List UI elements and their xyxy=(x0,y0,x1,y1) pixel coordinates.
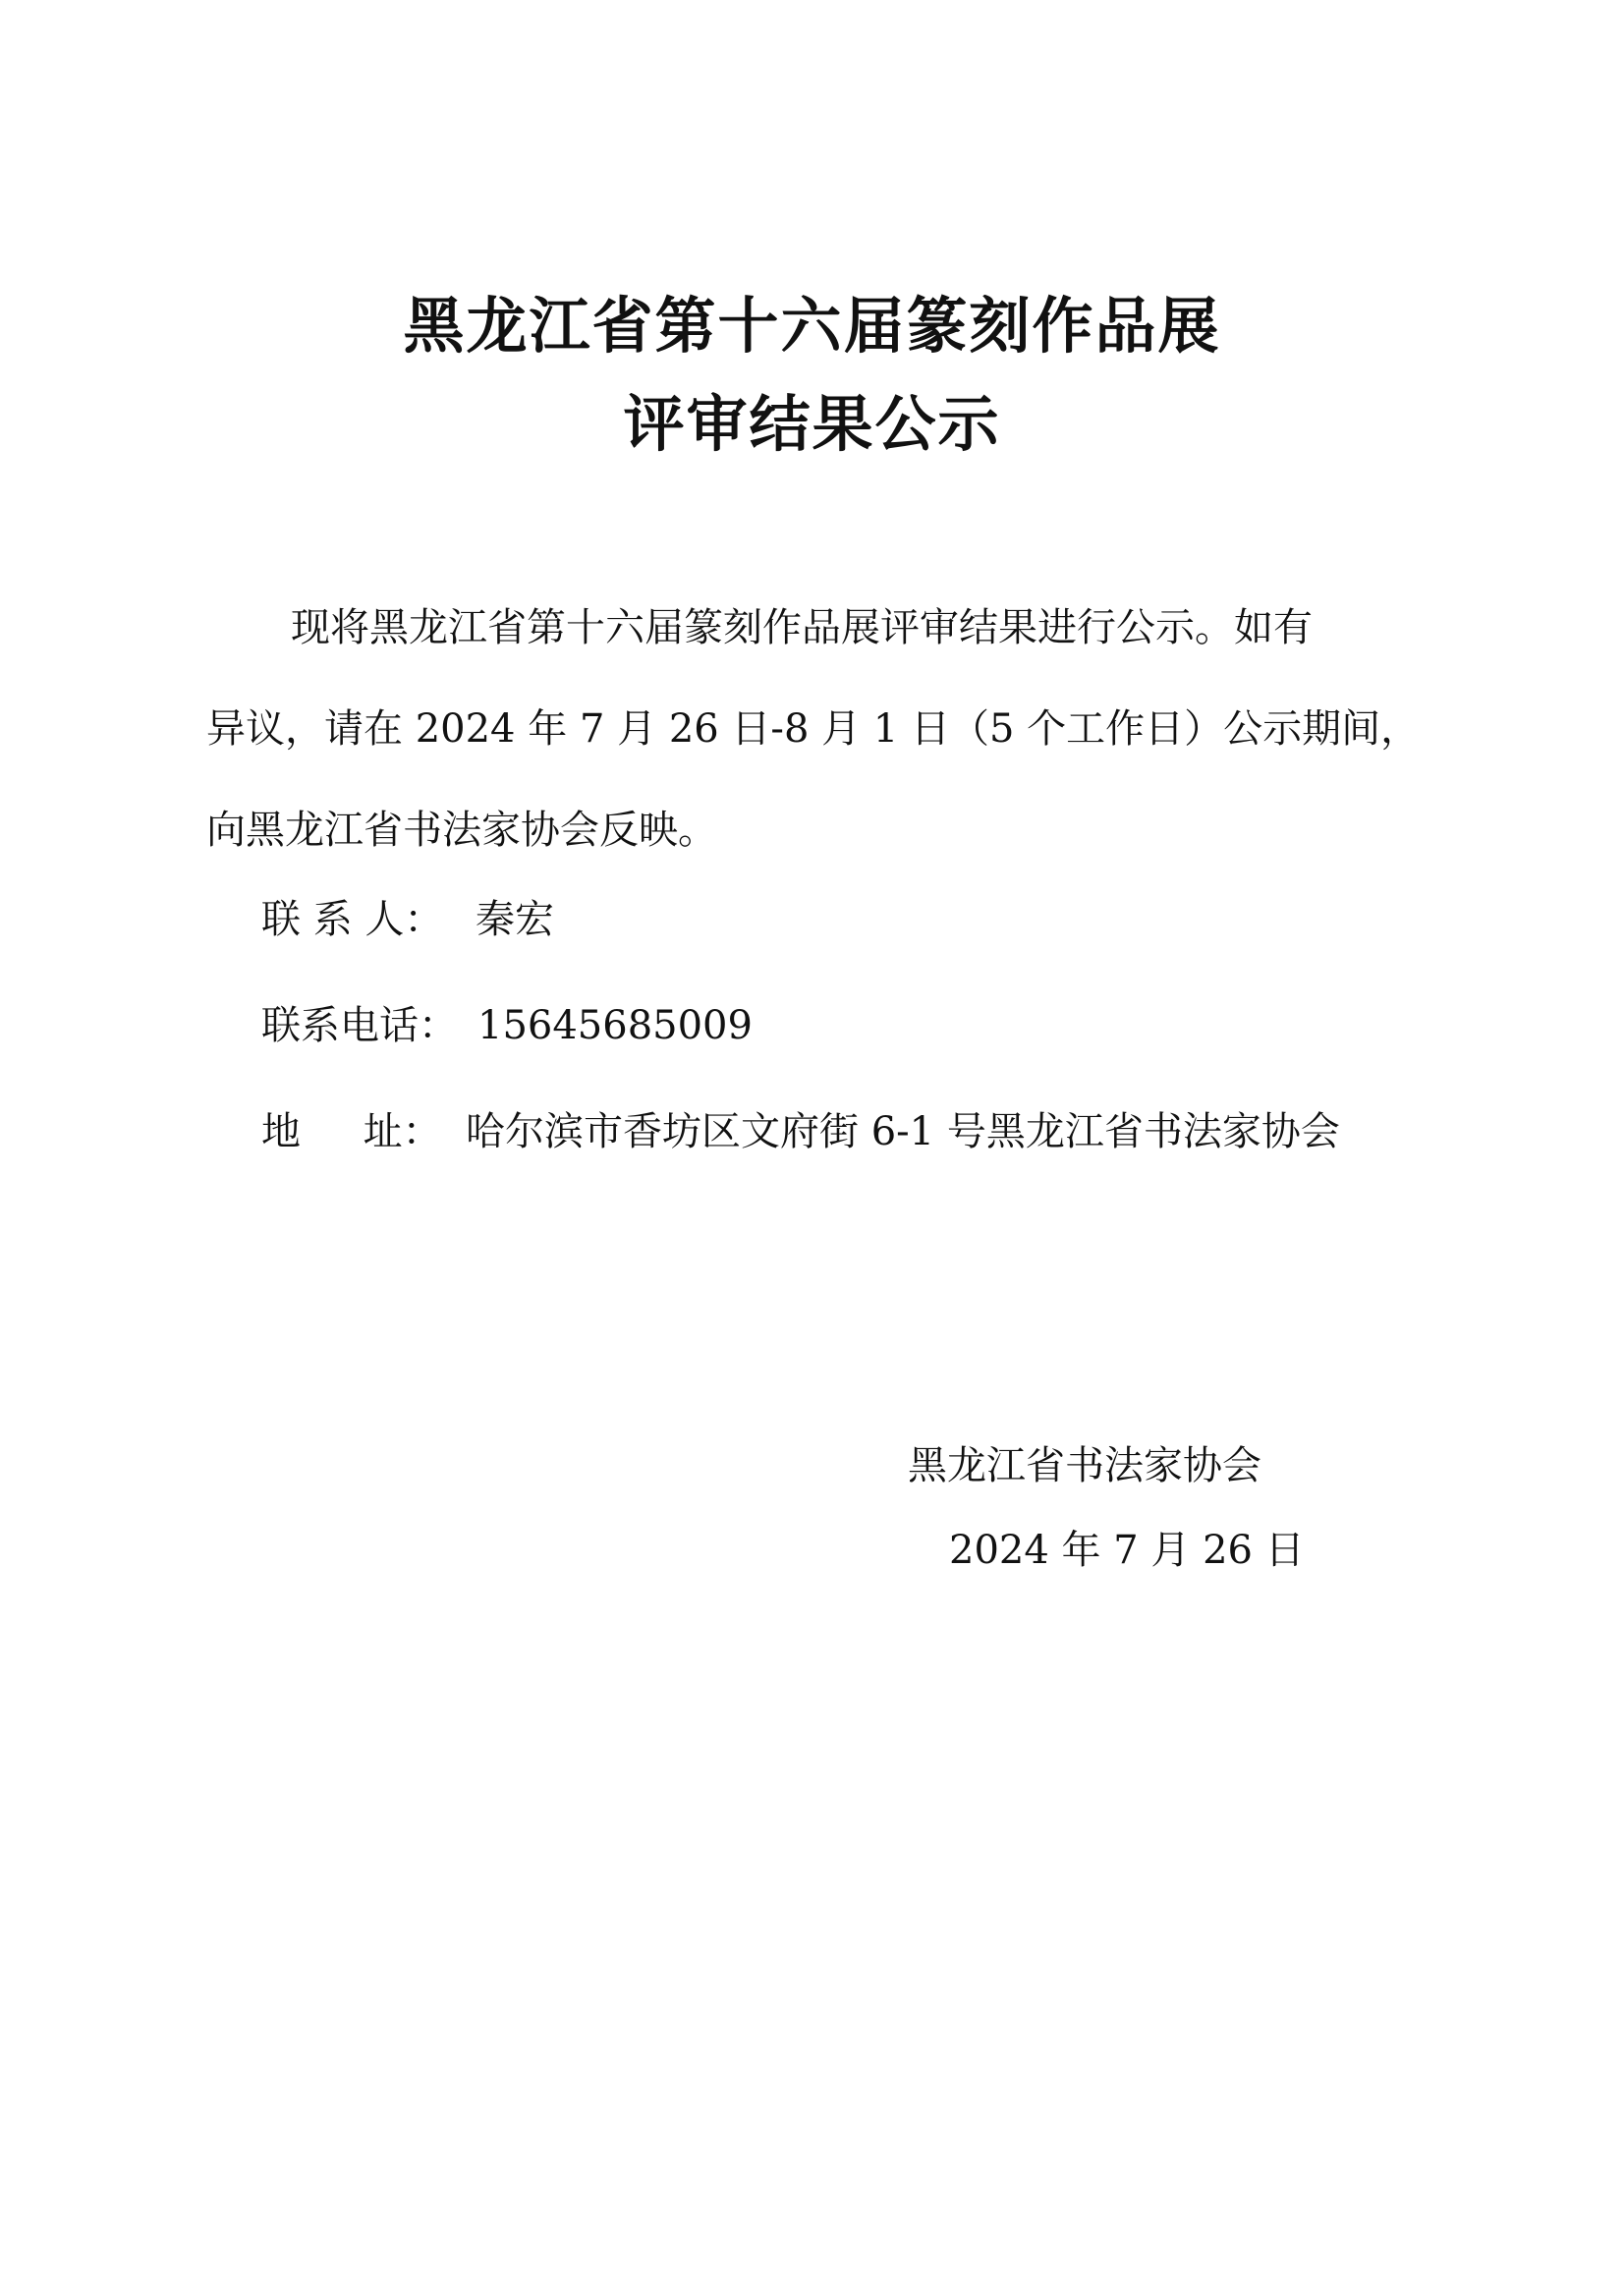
body-paragraph-line-1: 现将黑龙江省第十六届篆刻作品展评审结果进行公示。如有 xyxy=(291,605,1313,650)
contact-phone-label: 联系电话： xyxy=(261,1003,458,1048)
address-label: 地 址： xyxy=(261,1109,442,1154)
contact-phone-value: 15645685009 xyxy=(477,1003,753,1048)
document-title-line-1: 黑龙江省第十六届篆刻作品展 xyxy=(403,290,1221,362)
signature-organization: 黑龙江省书法家协会 xyxy=(908,1443,1261,1488)
contact-person-row xyxy=(261,890,554,949)
address-row xyxy=(261,1102,1340,1161)
contact-phone-row xyxy=(261,996,753,1055)
contact-person-label: 联 系 人： xyxy=(261,897,444,942)
address-value: 哈尔滨市香坊区文府街 6-1 号黑龙江省书法家协会 xyxy=(466,1109,1340,1154)
document-title-line-2: 评审结果公示 xyxy=(623,388,1001,460)
body-paragraph-line-2: 异议，请在 2024 年 7 月 26 日-8 月 1 日（5 个工作日）公示期间， xyxy=(206,706,1421,752)
signature-date: 2024 年 7 月 26 日 xyxy=(949,1528,1305,1573)
contact-person-value: 秦宏 xyxy=(476,897,554,942)
body-paragraph-line-3: 向黑龙江省书法家协会反映。 xyxy=(206,808,717,853)
